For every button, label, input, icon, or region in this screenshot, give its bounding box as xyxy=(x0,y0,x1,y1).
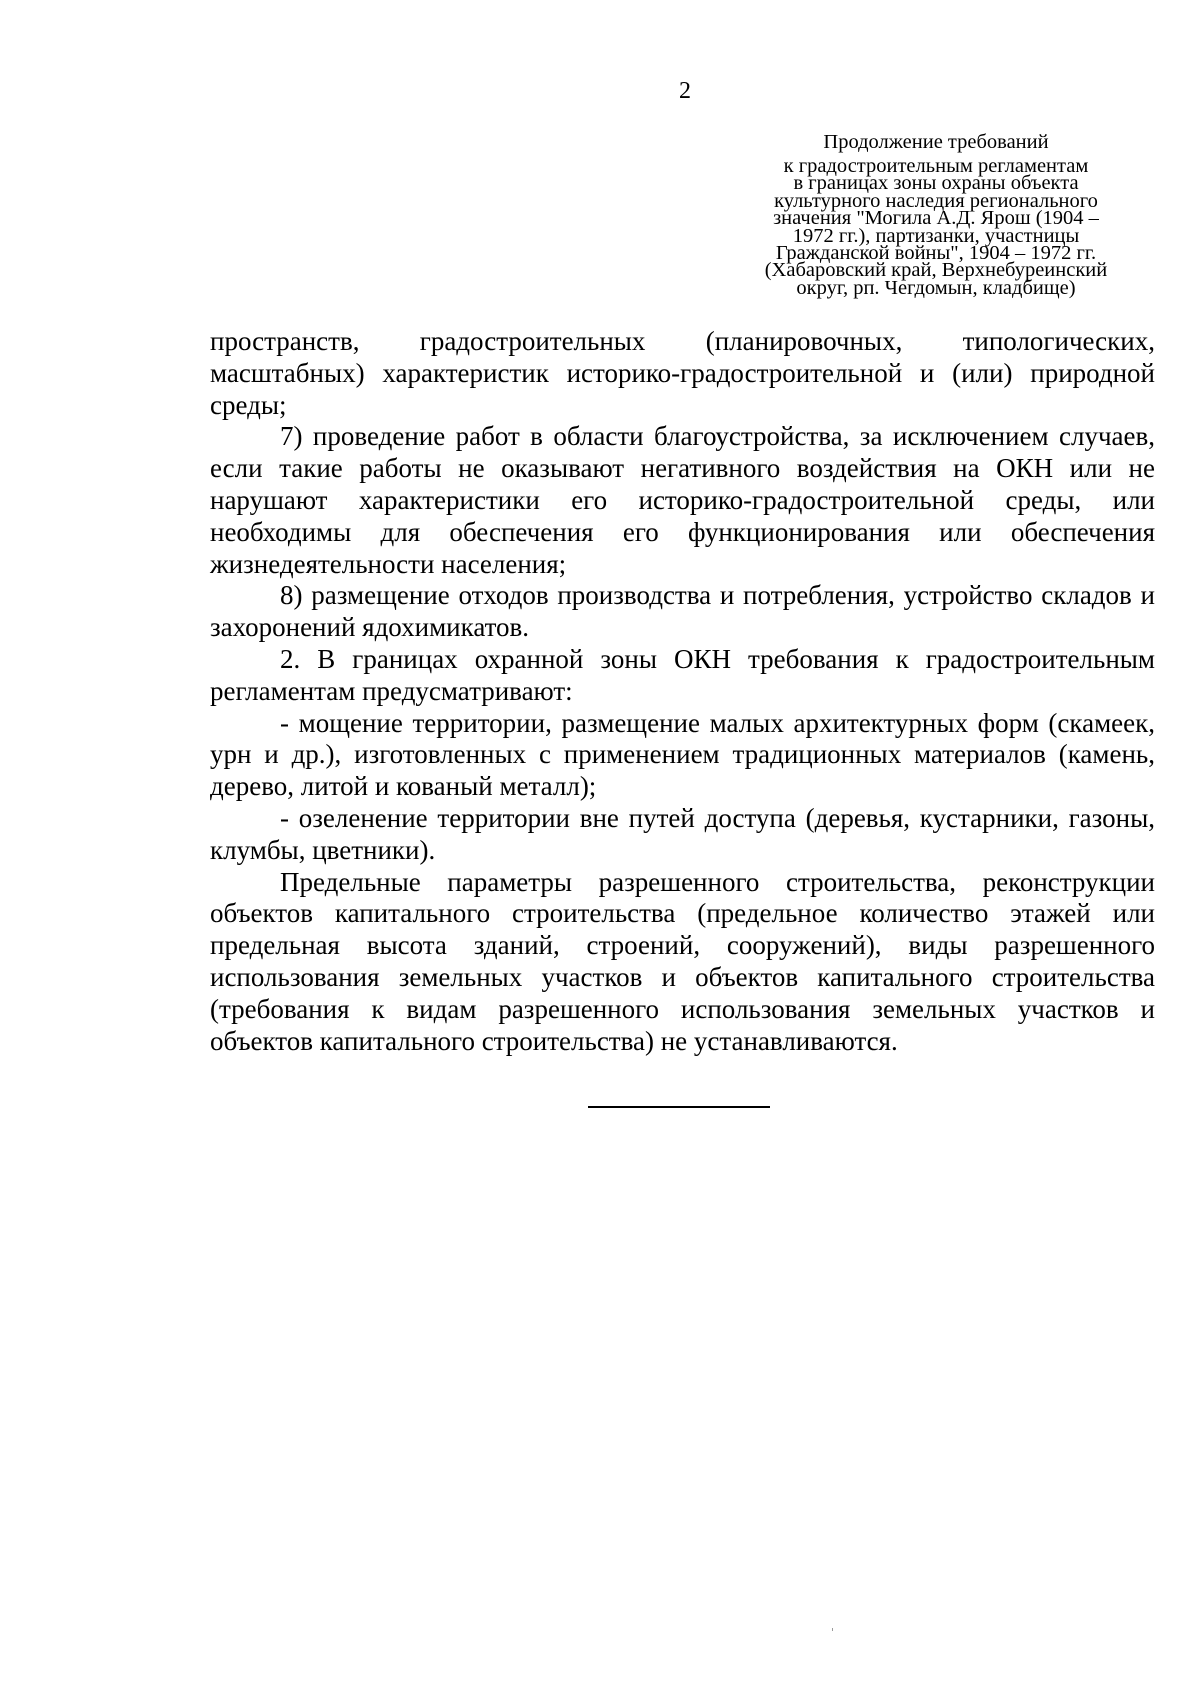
paragraph-bullet-greening: - озеленение территории вне путей доступа (деревья, кустарники, газоны, клумбы, цветники). xyxy=(210,802,1155,865)
header-title: Продолжение требований xyxy=(823,131,1049,153)
paragraph-section-2: 2. В границах охранной зоны ОКН требования к градостроительным регламентам предусматривают: xyxy=(210,643,1155,706)
end-of-document-rule xyxy=(588,1106,770,1108)
continuation-header xyxy=(740,126,1132,297)
header-line: в границах зоны охраны объекта xyxy=(793,172,1079,195)
header-line: Гражданской войны", 1904 – 1972 гг. xyxy=(775,242,1097,265)
header-line: культурного наследия регионального xyxy=(774,189,1098,212)
header-line: к градостроительным регламентам xyxy=(783,155,1089,177)
paragraph-continuation: пространств, градостроительных (планировочных, типологических, масштабных) характеристик историко-градостроительной и (или) природной среды; xyxy=(210,326,1155,420)
paragraph-item-8: 8) размещение отходов производства и потребления, устройство складов и захоронений ядохимикатов. xyxy=(210,580,1155,643)
paragraph-item-7: 7) проведение работ в области благоустройства, за исключением случаев, если такие работы не оказывают негативного воздействия на ОКН или не нарушают характеристики его историко-градостроительной среды, или необходимы для обеспечения его функционирования или обеспечения жизнедеятельности населения; xyxy=(210,421,1155,579)
header-subtitle xyxy=(740,155,1132,299)
header-line: округ, рп. Чегдомын, кладбище) xyxy=(796,276,1076,299)
paragraph-bullet-paving: - мощение территории, размещение малых архитектурных форм (скамеек, урн и др.), изготовленных с применением традиционных материалов (камень, дерево, литой и кованый металл); xyxy=(210,707,1155,802)
paragraph-limit-parameters: Предельные параметры разрешенного строительства, реконструкции объектов капитального строительства (предельное количество этажей или предельная высота зданий, строений, сооружений), виды разрешенного использования земельных участков и объектов капитального строительства (требования к видам разрешенного использования земельных участков и объектов капитального строительства) не устанавливаются. xyxy=(210,866,1155,1056)
document-body xyxy=(210,326,1155,1057)
scan-artifact xyxy=(832,1628,833,1631)
header-line: 1972 гг.), партизанки, участницы xyxy=(792,224,1080,247)
header-line: (Хабаровский край, Верхнебуреинский xyxy=(764,259,1108,282)
header-line: значения "Могила А.Д. Ярош (1904 – xyxy=(773,207,1099,230)
page-number: 2 xyxy=(679,78,691,104)
